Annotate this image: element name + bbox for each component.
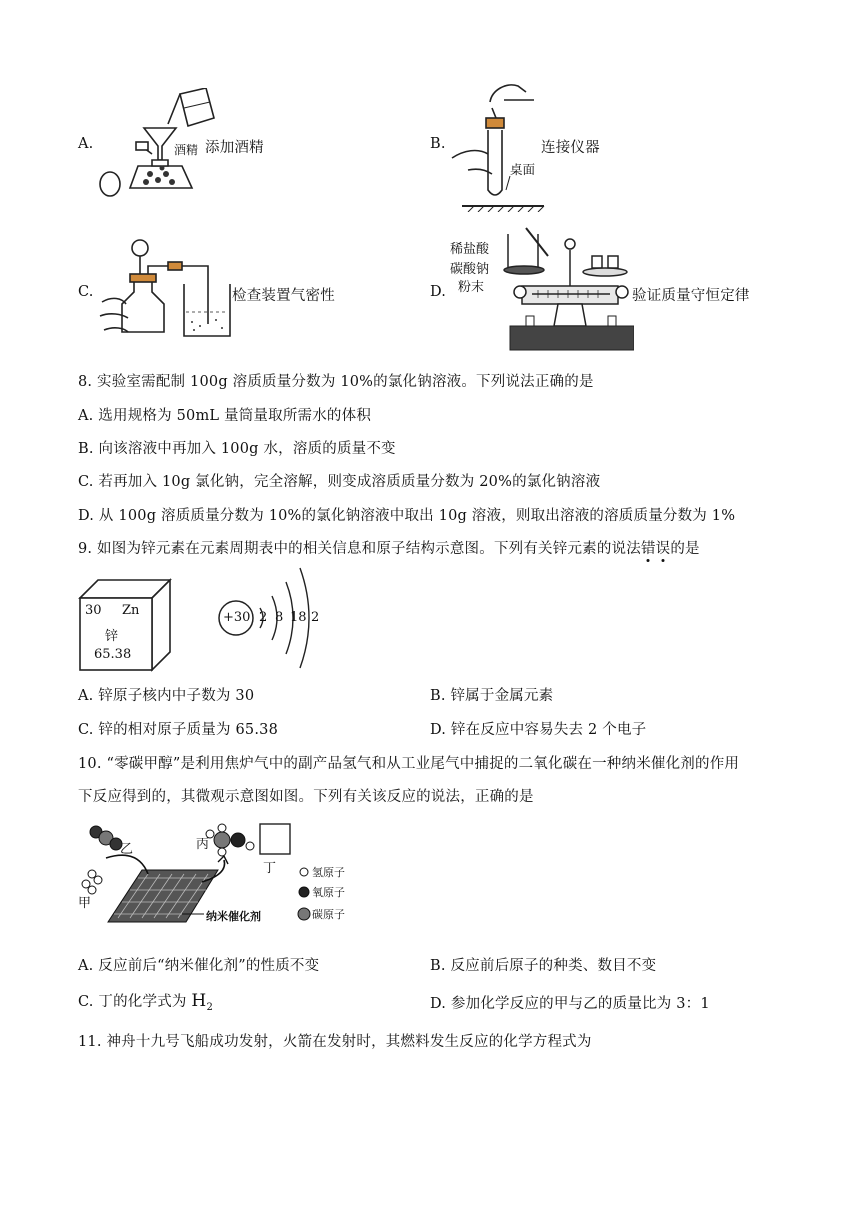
element-number: 30 [85, 603, 102, 618]
label-bing: 丙 [196, 837, 210, 852]
q9-option-a: A. 锌原子核内中子数为 30 [78, 688, 255, 704]
q8-option-d: D. 从 100g 溶质质量分数为 10%的氯化钠溶液中取出 10g 溶液，则取出溶液的溶质质量分数为 1% [78, 508, 736, 524]
shell-4-electrons: 2 [311, 610, 320, 625]
label-table: 桌面 [510, 162, 536, 177]
q8-option-b: B. 向该溶液中再加入 100g 水，溶质的质量不变 [78, 441, 396, 457]
q10-stem-line-1: 10. “零碳甲醇”是利用焦炉气中的副产品氢气和从工业尾气中捕捉的二氧化碳在一种纳米催化剂的作用 [78, 756, 740, 772]
label-jia: 甲 [78, 896, 92, 911]
q9-stem-emphasis-2: 误 [655, 541, 671, 557]
q9-option-c: C. 锌的相对原子质量为 65.38 [78, 722, 279, 738]
q7-a-caption: 添加酒精 [205, 140, 264, 156]
nucleus-charge: +30 [223, 610, 251, 625]
q8-option-c: C. 若再加入 10g 氯化钠，完全溶解，则变成溶质质量分数为 20%的氯化钠溶液 [78, 474, 601, 490]
legend-oxygen: 氧原子 [312, 886, 345, 899]
q10-formula-subscript: 2 [206, 1001, 213, 1013]
shell-3-electrons: 18 [290, 610, 307, 625]
q10-option-a: A. 反应前后“纳米催化剂”的性质不变 [78, 958, 320, 974]
q9-option-b: B. 锌属于金属元素 [430, 688, 554, 704]
shell-1-electrons: 2 [259, 610, 268, 625]
element-mass: 65.38 [94, 647, 132, 662]
option-letter: A. [78, 136, 94, 152]
element-symbol: Zn [122, 603, 140, 618]
q10-option-b: B. 反应前后原子的种类、数目不变 [430, 958, 657, 974]
q10-option-c-text: C. 丁的化学式为 [78, 994, 192, 1010]
option-letter: D. [430, 284, 447, 300]
label-yi: 乙 [120, 842, 134, 857]
q8-stem: 8. 实验室需配制 100g 溶质质量分数为 10%的氯化钠溶液。下列说法正确的是 [78, 374, 594, 390]
q7-d-caption: 验证质量守恒定律 [632, 288, 750, 304]
q7-c-caption: 检查装置气密性 [232, 288, 335, 304]
label-powder-2: 粉末 [458, 280, 485, 295]
label-ding: 丁 [263, 861, 277, 876]
q7-b-caption: 连接仪器 [541, 140, 600, 156]
airtightness-figure [98, 236, 234, 342]
q9-stem-emphasis-1: 错 [640, 541, 656, 557]
option-letter: C. [78, 284, 94, 300]
q10-formula: H [191, 991, 207, 1011]
label-catalyst: 纳米催化剂 [206, 910, 261, 923]
legend-hydrogen: 氢原子 [312, 866, 345, 879]
alcohol-lamp-figure [96, 88, 216, 200]
q9-stem [78, 537, 700, 558]
q9-option-d: D. 锌在反应中容易失去 2 个电子 [430, 722, 647, 738]
q9-stem-pre: 9. 如图为锌元素在元素周期表中的相关信息和原子结构示意图。下列有关锌元素的说法 [78, 541, 641, 557]
element-name: 锌 [105, 629, 119, 644]
option-letter: B. [430, 136, 446, 152]
test-tube-figure [448, 78, 548, 212]
legend-carbon: 碳原子 [312, 908, 345, 921]
label-alcohol: 酒精 [174, 143, 199, 157]
q11-stem: 11. 神舟十九号飞船成功发射，火箭在发射时，其燃料发生反应的化学方程式为 [78, 1034, 592, 1050]
label-acid: 稀盐酸 [450, 242, 490, 257]
q10-stem-line-2: 下反应得到的，其微观示意图如图。下列有关该反应的说法，正确的是 [78, 789, 534, 805]
q8-option-a: A. 选用规格为 50mL 量筒量取所需水的体积 [78, 408, 372, 424]
q9-stem-post: 的是 [670, 541, 700, 557]
q10-option-d: D. 参加化学反应的甲与乙的质量比为 3：1 [430, 996, 710, 1012]
q10-option-c [78, 990, 213, 1013]
shell-2-electrons: 8 [275, 610, 284, 625]
label-powder-1: 碳酸钠 [450, 262, 490, 277]
balance-figure [498, 226, 634, 354]
